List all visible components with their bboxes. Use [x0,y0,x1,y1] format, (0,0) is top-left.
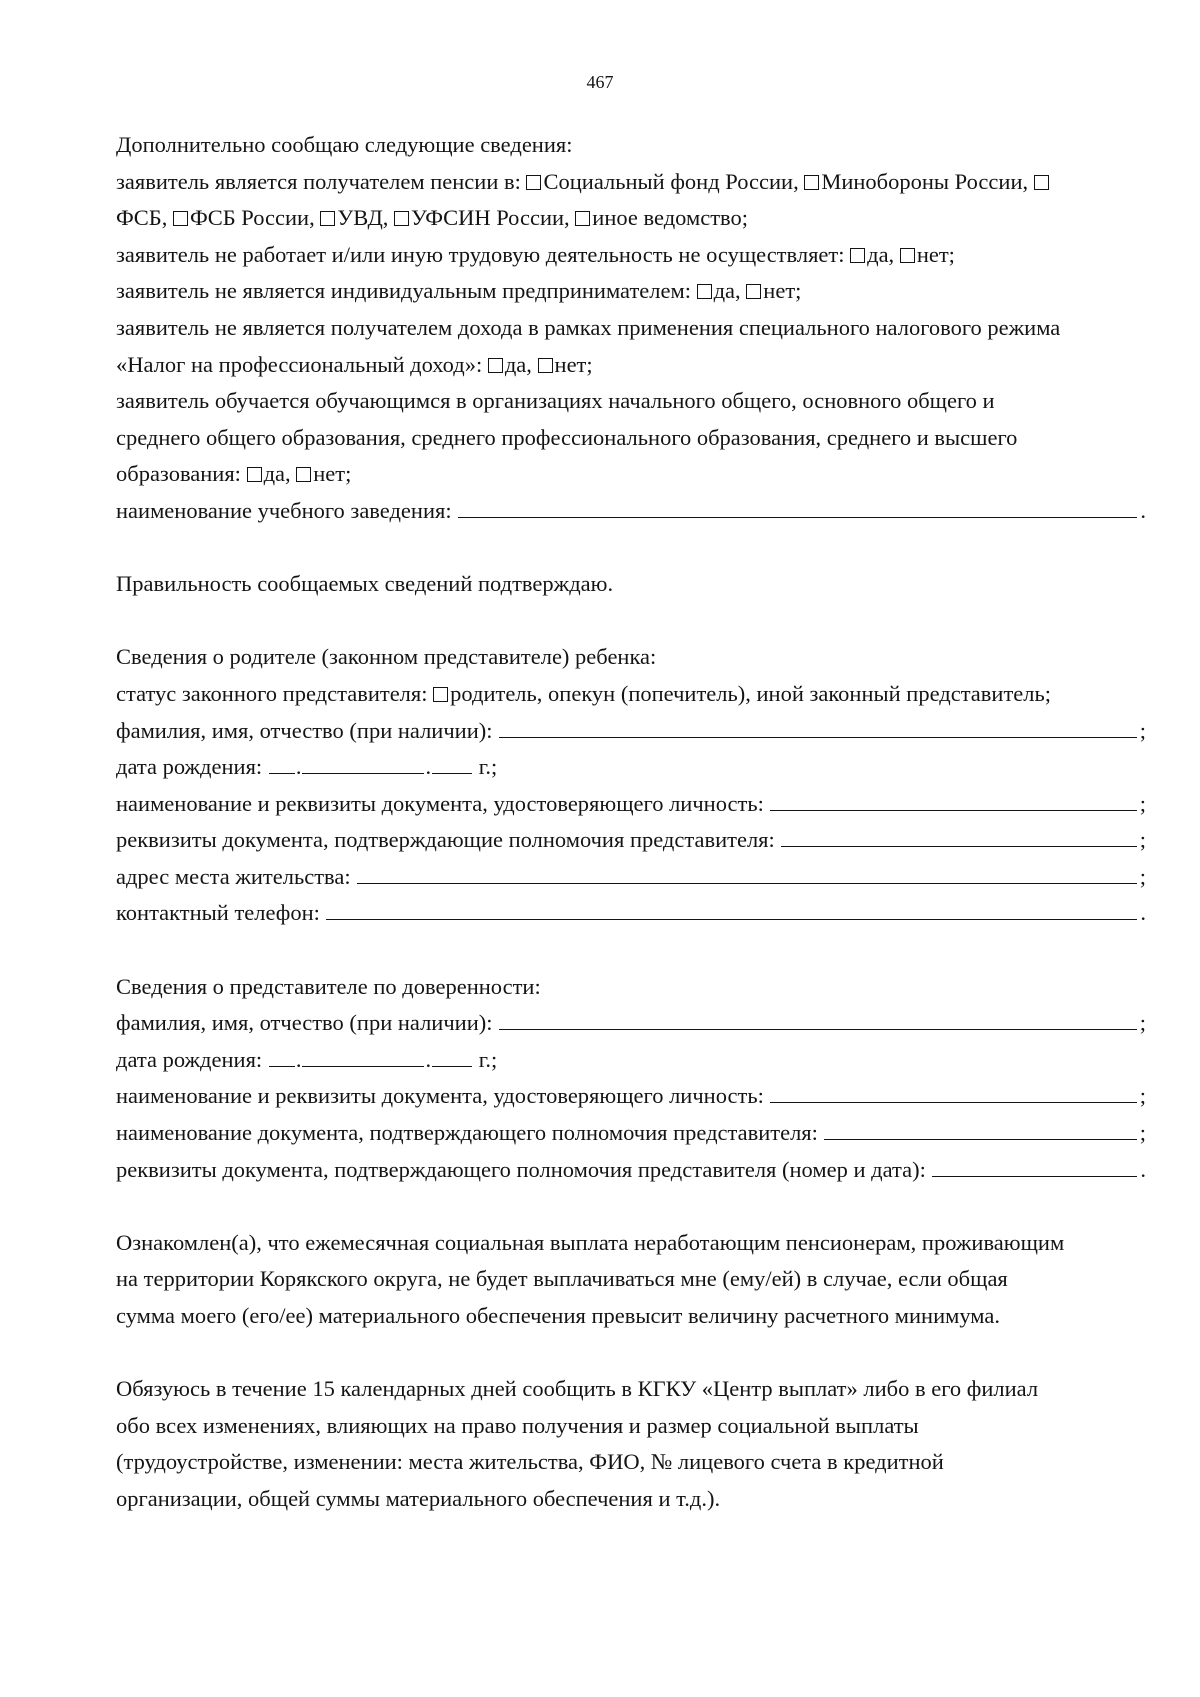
line-end-semicolon: ; [1139,790,1146,816]
parent-dob-month-field[interactable] [302,753,424,774]
yes-label: да, [867,241,895,267]
checkbox-not-working-no[interactable] [900,248,915,263]
no-label: нет; [916,241,955,267]
school-line [116,493,1146,530]
checkbox-uvd[interactable] [320,211,335,226]
notice-line-2: на территории Корякского округа, не будет выплачиваться мне (ему/ей) в случае, если общая [116,1266,1008,1292]
parent-id-doc-line [116,786,1146,823]
study-line-3 [116,456,1146,493]
study-label: образования: [116,461,241,487]
checkbox-sfr[interactable] [526,175,541,190]
proxy-dob-month-field[interactable] [302,1046,424,1067]
checkbox-minoborony[interactable] [804,175,819,190]
checkbox-study-no[interactable] [296,467,311,482]
parent-address-field[interactable] [357,863,1137,884]
parent-fio-label: фамилия, имя, отчество (при наличии): [116,717,493,743]
form-body [116,127,1146,1518]
pension-line-1 [116,164,1146,201]
pension-option-fsb-russia: ФСБ России, [189,205,315,231]
proxy-authority-name-label: наименование документа, подтверждающего полномочия представителя: [116,1120,818,1146]
pension-option-fsb: ФСБ, [116,205,168,231]
line-end-period: . [1140,900,1146,926]
dob-dot: . [295,1046,302,1072]
proxy-fio-field[interactable] [499,1009,1137,1030]
status-label: статус законного представителя: [116,680,428,706]
notice-line-1: Ознакомлен(а), что ежемесячная социальная выплата неработающим пенсионерам, проживающим [116,1229,1065,1255]
proxy-id-doc-field[interactable] [770,1082,1137,1103]
pension-option-ufsin: УФСИН России, [411,205,570,231]
proxy-authority-name-line [116,1115,1146,1152]
line-end-semicolon: ; [1139,1010,1146,1036]
line-end-semicolon: ; [1139,863,1146,889]
obligation-line-3: (трудоустройстве, изменении: места жительства, ФИО, № лицевого счета в кредитной [116,1449,944,1475]
proxy-dob-line [116,1042,1146,1079]
parent-phone-field[interactable] [326,899,1137,920]
proxy-authority-details-line [116,1152,1146,1189]
dob-year-suffix: г.; [478,1046,498,1072]
line-end-semicolon: ; [1139,1083,1146,1109]
parent-dob-day-field[interactable] [269,753,295,774]
yes-label: да, [263,461,291,487]
no-label: нет; [313,461,352,487]
study-line-1: заявитель обучается обучающимся в организациях начального общего, основного общего и [116,388,995,414]
parent-address-label: адрес места жительства: [116,863,351,889]
study-line-2: среднего общего образования, среднего профессионального образования, среднего и высшего [116,424,1018,450]
obligation-line-1: Обязуюсь в течение 15 календарных дней сообщить в КГКУ «Центр выплат» либо в его филиал [116,1376,1039,1402]
pension-prefix: заявитель является получателем пенсии в: [116,168,521,194]
checkbox-study-yes[interactable] [247,467,262,482]
proxy-dob-label: дата рождения: [116,1046,263,1072]
checkbox-other[interactable] [575,211,590,226]
checkbox-npd-yes[interactable] [488,358,503,373]
parent-authority-line [116,822,1146,859]
not-working-label: заявитель не работает и/или иную трудовую деятельность не осуществляет: [116,241,845,267]
checkbox-parent-status[interactable] [433,687,448,702]
yes-label: да, [504,351,532,377]
not-ip-label: заявитель не является индивидуальным предпринимателем: [116,278,691,304]
checkbox-not-ip-yes[interactable] [697,284,712,299]
notice-line-3: сумма моего (его/ее) материального обеспечения превысит величину расчетного минимума. [116,1303,1000,1328]
npd-line-1: заявитель не является получателем дохода в рамках применения специального налогового режима [116,314,1061,340]
parent-id-doc-field[interactable] [770,790,1137,811]
parent-status-line [116,676,1146,713]
parent-authority-field[interactable] [781,826,1137,847]
not-working-line [116,237,1146,274]
pension-option-sfr: Социальный фонд России, [543,168,799,194]
line-end-semicolon: ; [1139,827,1146,853]
pension-option-minoborony: Минобороны России, [821,168,1029,194]
proxy-authority-name-field[interactable] [824,1119,1137,1140]
line-end-semicolon: ; [1139,717,1146,743]
checkbox-not-working-yes[interactable] [850,248,865,263]
pension-line-2 [116,200,1146,237]
parent-dob-label: дата рождения: [116,754,263,780]
parent-authority-label: реквизиты документа, подтверждающие полномочия представителя: [116,827,775,853]
pension-option-other: иное ведомство; [592,205,748,231]
parent-fio-line [116,713,1146,750]
checkbox-not-ip-no[interactable] [746,284,761,299]
proxy-id-doc-line [116,1078,1146,1115]
parent-fio-field[interactable] [499,717,1137,738]
dob-year-suffix: г.; [478,754,498,780]
line-end-semicolon: ; [1139,1120,1146,1146]
proxy-dob-year-field[interactable] [432,1046,472,1067]
pension-option-uvd: УВД, [337,205,389,231]
proxy-id-doc-label: наименование и реквизиты документа, удостоверяющего личность: [116,1083,764,1109]
proxy-fio-label: фамилия, имя, отчество (при наличии): [116,1010,493,1036]
checkbox-npd-no[interactable] [538,358,553,373]
no-label: нет; [763,278,802,304]
confirmation-text: Правильность сообщаемых сведений подтверждаю. [116,571,614,597]
parent-dob-line [116,749,1146,786]
checkbox-fsb[interactable] [1034,175,1049,190]
dob-dot: . [295,754,302,780]
not-ip-line [116,273,1146,310]
dob-dot: . [425,754,432,780]
parent-dob-year-field[interactable] [432,753,472,774]
proxy-authority-details-field[interactable] [932,1156,1138,1177]
yes-label: да, [713,278,741,304]
checkbox-ufsin[interactable] [394,211,409,226]
proxy-dob-day-field[interactable] [269,1046,295,1067]
no-label: нет; [554,351,593,377]
npd-line-2 [116,347,1146,384]
obligation-line-2: обо всех изменениях, влияющих на право получения и размер социальной выплаты [116,1412,919,1438]
parent-heading: Сведения о родителе (законном представителе) ребенка: [116,644,657,670]
checkbox-fsb-russia[interactable] [173,211,188,226]
status-options: родитель, опекун (попечитель), иной законный представитель; [450,680,1052,706]
line-end-period: . [1140,1156,1146,1182]
proxy-authority-details-label: реквизиты документа, подтверждающего полномочия представителя (номер и дата): [116,1156,926,1182]
parent-id-doc-label: наименование и реквизиты документа, удостоверяющего личность: [116,790,764,816]
school-label: наименование учебного заведения: [116,497,452,523]
parent-phone-label: контактный телефон: [116,900,320,926]
obligation-line-4: организации, общей суммы материального обеспечения и т.д.). [116,1485,721,1511]
section-heading: Дополнительно сообщаю следующие сведения: [116,132,573,157]
npd-label: «Налог на профессиональный доход»: [116,351,483,377]
line-end-period: . [1140,497,1146,523]
proxy-fio-line [116,1005,1146,1042]
page-number: 467 [586,72,614,92]
parent-address-line [116,859,1146,896]
dob-dot: . [425,1046,432,1072]
school-name-field[interactable] [458,497,1138,518]
parent-phone-line [116,895,1146,932]
proxy-heading: Сведения о представителе по доверенности: [116,973,541,999]
